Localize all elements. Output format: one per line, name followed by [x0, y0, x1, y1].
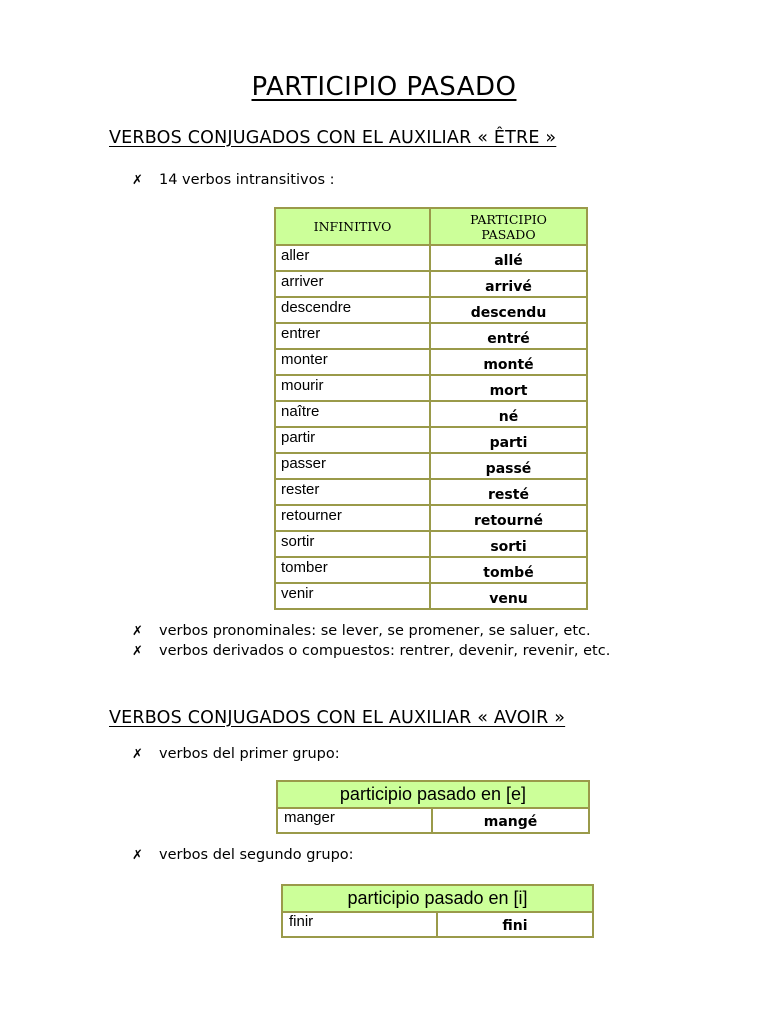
- bullet-text: 14 verbos intransitivos :: [159, 172, 335, 188]
- participle-cell: né: [431, 402, 586, 428]
- infinitive-cell: manger: [278, 809, 433, 832]
- table-row: [278, 809, 588, 832]
- bullet-text: verbos derivados o compuestos: rentrer, devenir, revenir, etc.: [159, 643, 611, 659]
- participle-cell: mort: [431, 376, 586, 402]
- infinitive-cell: venir: [276, 584, 431, 608]
- table-row: [276, 272, 586, 298]
- infinitive-cell: naître: [276, 402, 431, 428]
- bullet-pronominal: [132, 623, 591, 639]
- bullet-text: verbos pronominales: se lever, se promener, se saluer, etc.: [159, 623, 591, 639]
- table-row: [276, 350, 586, 376]
- cross-bullet-icon: ✗: [132, 172, 143, 188]
- column-header-participle: [431, 209, 586, 246]
- participle-cell: tombé: [431, 558, 586, 584]
- cross-bullet-icon: ✗: [132, 746, 143, 762]
- section-heading-avoir: VERBOS CONJUGADOS CON EL AUXILIAR « AVOIR »: [109, 708, 566, 728]
- infinitive-cell: retourner: [276, 506, 431, 532]
- infinitive-cell: tomber: [276, 558, 431, 584]
- bullet-intransitive: [132, 172, 335, 188]
- participle-cell: arrivé: [431, 272, 586, 298]
- table-row: [276, 298, 586, 324]
- cross-bullet-icon: ✗: [132, 643, 143, 659]
- bullet-text: verbos del segundo grupo:: [159, 847, 354, 863]
- table-row: [283, 913, 592, 936]
- etre-verbs-table: [274, 207, 588, 610]
- table-row: [276, 376, 586, 402]
- page-title: PARTICIPIO PASADO: [251, 72, 517, 102]
- first-group-header: participio pasado en [e]: [278, 782, 588, 809]
- infinitive-cell: monter: [276, 350, 431, 376]
- participle-cell: descendu: [431, 298, 586, 324]
- infinitive-cell: entrer: [276, 324, 431, 350]
- table-row: [276, 532, 586, 558]
- bullet-second-group: [132, 847, 354, 863]
- table-row: [276, 558, 586, 584]
- table-row: [276, 428, 586, 454]
- first-group-table: [276, 780, 590, 834]
- participle-cell: allé: [431, 246, 586, 272]
- table-row: [276, 324, 586, 350]
- participle-cell: monté: [431, 350, 586, 376]
- table-row: [276, 402, 586, 428]
- table-row: [276, 246, 586, 272]
- infinitive-cell: arriver: [276, 272, 431, 298]
- participle-cell: parti: [431, 428, 586, 454]
- participle-cell: passé: [431, 454, 586, 480]
- table-row: [276, 584, 586, 608]
- infinitive-cell: rester: [276, 480, 431, 506]
- infinitive-cell: aller: [276, 246, 431, 272]
- participle-cell: entré: [431, 324, 586, 350]
- second-group-header: participio pasado en [i]: [283, 886, 592, 913]
- table-row: [276, 506, 586, 532]
- bullet-text: verbos del primer grupo:: [159, 746, 340, 762]
- infinitive-cell: partir: [276, 428, 431, 454]
- participle-cell: mangé: [483, 814, 538, 830]
- bullet-first-group: [132, 746, 340, 762]
- cross-bullet-icon: ✗: [132, 847, 143, 863]
- infinitive-cell: mourir: [276, 376, 431, 402]
- table-row: [276, 480, 586, 506]
- section-heading-etre: VERBOS CONJUGADOS CON EL AUXILIAR « ÊTRE »: [109, 128, 557, 148]
- column-header-participle-line1: PARTICIPIO: [470, 211, 547, 227]
- participle-cell: resté: [431, 480, 586, 506]
- infinitive-cell: sortir: [276, 532, 431, 558]
- cross-bullet-icon: ✗: [132, 623, 143, 639]
- infinitive-cell: descendre: [276, 298, 431, 324]
- participle-cell: venu: [489, 591, 528, 607]
- column-header-infinitive: INFINITIVO: [276, 209, 431, 246]
- second-group-table: [281, 884, 594, 938]
- infinitive-cell: passer: [276, 454, 431, 480]
- participle-cell: retourné: [431, 506, 586, 532]
- column-header-participle-line2: PASADO: [481, 226, 536, 242]
- infinitive-cell: finir: [283, 913, 438, 936]
- participle-cell: fini: [502, 918, 528, 934]
- bullet-derived: [132, 643, 610, 659]
- table-row: [276, 454, 586, 480]
- participle-cell: sorti: [431, 532, 586, 558]
